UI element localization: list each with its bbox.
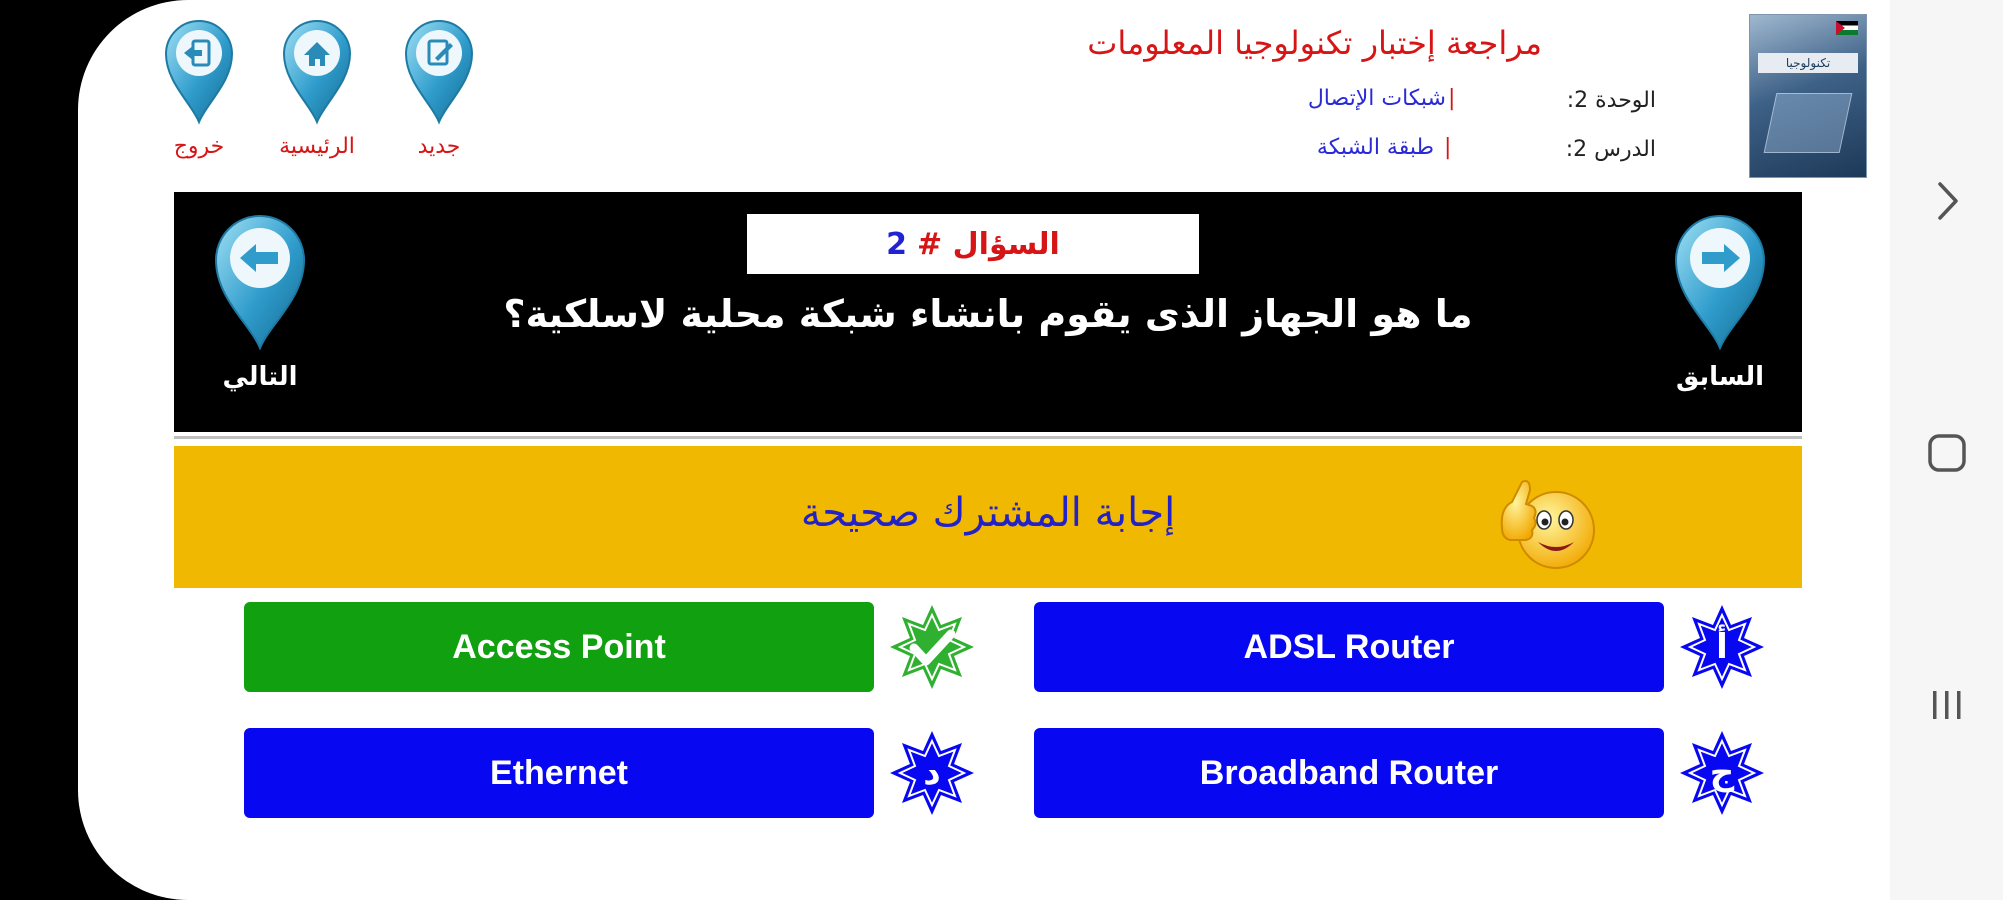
divider [174,436,1802,439]
nav-expand-button[interactable] [1890,156,2003,246]
answer-b-badge [888,603,976,691]
answer-a-badge [1678,603,1766,691]
app-screen [78,0,1894,900]
chevron-right-icon [1932,178,1962,224]
question-number-label: السؤال # [917,226,1060,262]
feedback-banner [174,446,1802,588]
app-title: مراجعة إختبار تكنولوجيا المعلومات [1087,24,1542,62]
nav-recents-button[interactable] [1890,660,2003,750]
feedback-message: إجابة المشترك صحيحة [800,490,1176,536]
unit-separator: | [1448,86,1456,111]
question-banner [174,192,1802,432]
edit-pin-icon [402,16,476,126]
thumbs-up-smiley-icon [1492,468,1602,578]
question-number: 2 [886,226,908,262]
next-label: التالي [222,362,298,392]
next-button[interactable] [210,212,310,402]
exit-label: خروج [173,134,225,159]
unit-value: شبكات الإتصال [1307,86,1446,111]
answer-d-button[interactable]: Ethernet [244,728,874,818]
answer-c-letter: ج [1709,753,1735,793]
new-button[interactable] [402,16,476,164]
answer-d-letter: د [923,753,941,793]
question-number-box [747,214,1199,274]
book-cover-image [1749,14,1867,178]
arrow-left-pin-icon [210,212,310,352]
answer-c-badge [1678,729,1766,817]
previous-label: السابق [1675,362,1765,392]
book-cover-title: تكنولوجيا [1758,53,1858,73]
nav-home-button[interactable] [1890,408,2003,498]
arrow-right-pin-icon [1670,212,1770,352]
answer-b-button[interactable]: Access Point [244,602,874,692]
exit-pin-icon [162,16,236,126]
lesson-label: الدرس 2: [1565,137,1656,162]
flag-icon [1836,21,1858,35]
recents-icon [1927,685,1967,725]
answer-c-button[interactable]: Broadband Router [1034,728,1664,818]
answer-a-letter: أ [1716,627,1728,667]
home-button[interactable] [280,16,354,164]
lesson-separator: | [1444,135,1452,160]
lesson-value: طبقة الشبكة [1316,135,1434,160]
question-text: ما هو الجهاز الذى يقوم بانشاء شبكة محلية لاسلكية؟ [503,292,1473,336]
home-pin-icon [280,16,354,126]
check-star-icon [888,603,976,691]
previous-button[interactable] [1670,212,1770,402]
unit-label: الوحدة 2: [1566,88,1656,113]
home-label: الرئيسية [279,134,355,159]
answer-d-badge [888,729,976,817]
exit-button[interactable] [162,16,236,164]
system-navigation-bar [1890,0,2003,900]
answer-a-button[interactable]: ADSL Router [1034,602,1664,692]
new-label: جديد [417,134,461,159]
home-square-icon [1925,431,1969,475]
